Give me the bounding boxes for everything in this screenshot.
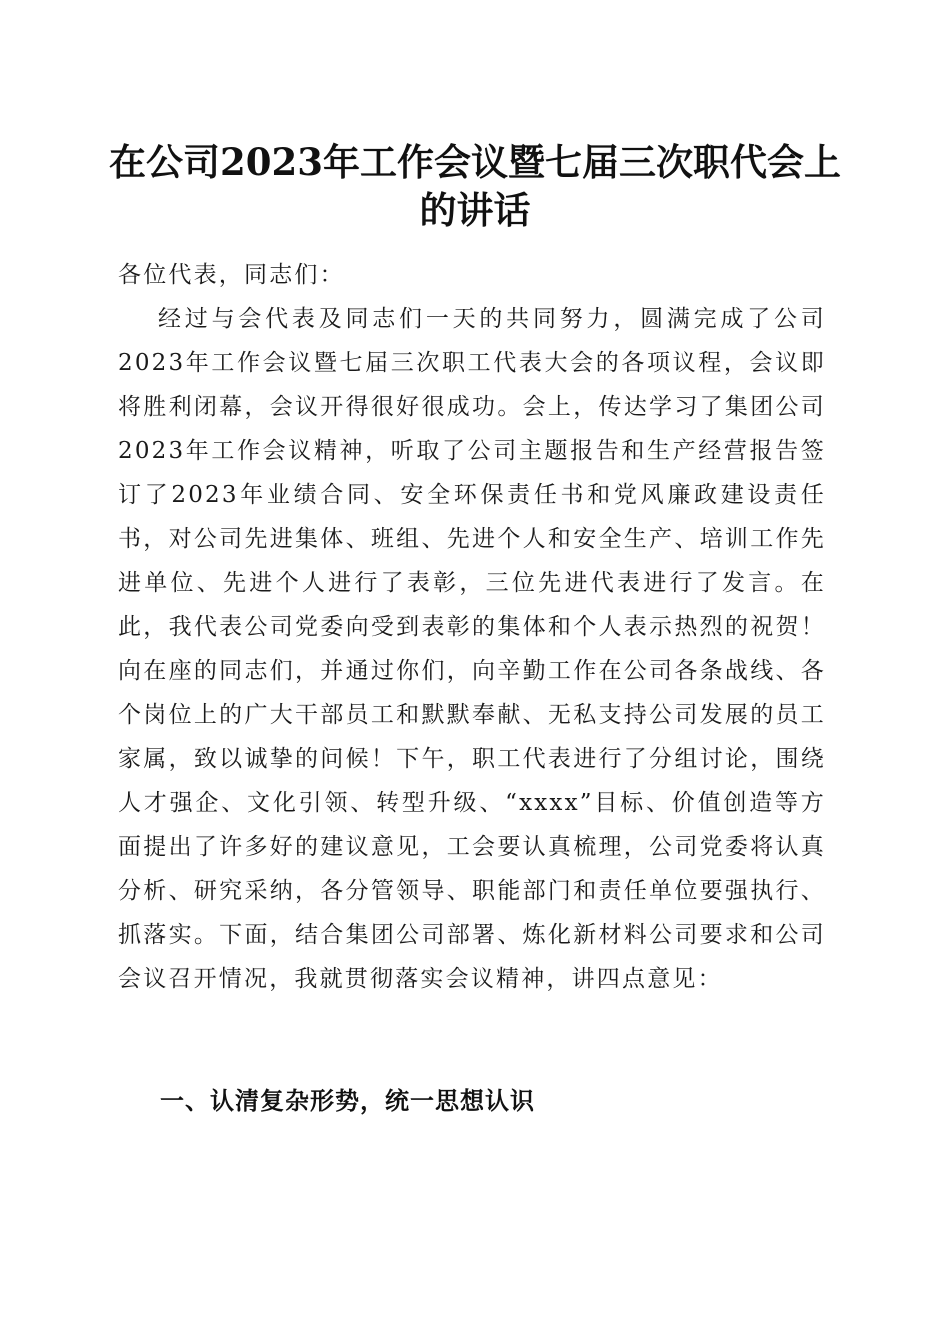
document-body	[118, 253, 826, 1001]
document-title: 在公司2023年工作会议暨七届三次职代会上的讲话	[109, 140, 841, 232]
body-paragraph: 经过与会代表及同志们一天的共同努力，圆满完成了公司2023年工作会议暨七届三次职工代表大会的各项议程，会议即将胜利闭幕，会议开得很好很成功。会上，传达学习了集团公司2023年工作会议精神，听取了公司主题报告和生产经营报告签订了2023年业绩合同、安全环保责任书和党风廉政建设责任书，对公司先进集体、班组、先进个人和安全生产、培训工作先进单位、先进个人进行了表彰，三位先进代表进行了发言。在此，我代表公司党委向受到表彰的集体和个人表示热烈的祝贺！向在座的同志们，并通过你们，向辛勤工作在公司各条战线、各个岗位上的广大干部员工和默默奉献、无私支持公司发展的员工家属，致以诚挚的问候！下午，职工代表进行了分组讨论，围绕人才强企、文化引领、转型升级、“xxxx”目标、价值创造等方面提出了许多好的建议意见，工会要认真梳理，公司党委将认真分析、研究采纳，各分管领导、职能部门和责任单位要强执行、抓落实。下面，结合集团公司部署、炼化新材料公司要求和公司会议召开情况，我就贯彻落实会议精神，讲四点意见：	[118, 306, 826, 992]
section-heading: 一、认清复杂形势，统一思想认识	[160, 1087, 535, 1115]
salutation: 各位代表，同志们：	[118, 262, 345, 288]
